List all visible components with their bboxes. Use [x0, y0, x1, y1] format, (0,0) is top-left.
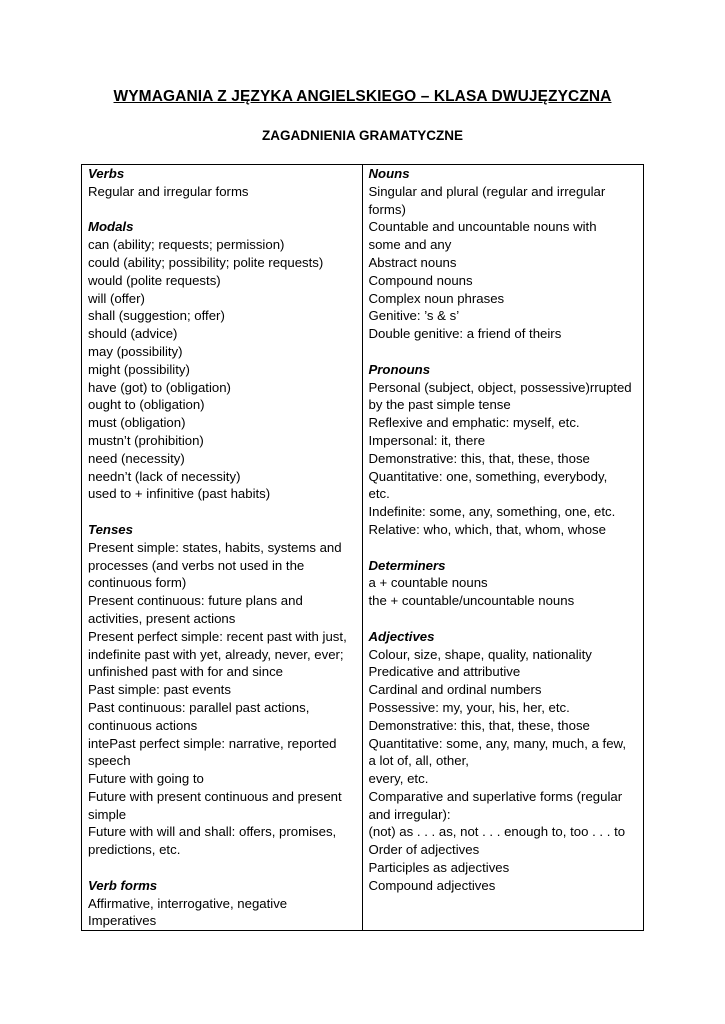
grammar-item: Quantitative: some, any, many, much, a few,: [368, 735, 627, 751]
section-heading-pronouns: Pronouns: [368, 361, 431, 377]
grammar-item: the + countable/uncountable nouns: [368, 593, 575, 609]
grammar-item: needn’t (lack of necessity): [88, 468, 241, 484]
section-heading-tenses: Tenses: [88, 521, 133, 537]
grammar-item: might (possibility): [88, 361, 190, 377]
grammar-item: Imperatives: [88, 913, 157, 929]
grammar-item: Personal (subject, object, possessive)rrupted: [368, 379, 632, 395]
grammar-item: Affirmative, interrogative, negative: [88, 895, 288, 911]
grammar-item: ought to (obligation): [88, 397, 205, 413]
grammar-item: Predicative and attributive: [368, 664, 521, 680]
grammar-item: processes (and verbs not used in the: [88, 557, 305, 573]
grammar-item: activities, present actions: [88, 610, 236, 626]
grammar-item: Singular and plural (regular and irregular: [368, 183, 606, 199]
grammar-item: Countable and uncountable nouns with: [368, 219, 597, 235]
grammar-item: used to + infinitive (past habits): [88, 486, 271, 502]
grammar-item: Cardinal and ordinal numbers: [368, 682, 542, 698]
section-spacer: [369, 539, 638, 557]
section-heading-verbs: Verbs: [88, 166, 125, 181]
grammar-item: can (ability; requests; permission): [88, 237, 285, 253]
grammar-item: must (obligation): [88, 415, 186, 431]
grammar-item: Past simple: past events: [88, 682, 231, 698]
right-column: [363, 165, 644, 930]
grammar-item: unfinished past with for and since: [88, 664, 283, 680]
grammar-item: Relative: who, which, that, whom, whose: [368, 521, 606, 537]
grammar-item: Demonstrative: this, that, these, those: [368, 717, 590, 733]
grammar-item: should (advice): [88, 326, 178, 342]
grammar-item: Comparative and superlative forms (regular: [368, 788, 623, 804]
grammar-item: Indefinite: some, any, something, one, etc.: [368, 504, 616, 520]
grammar-item: Abstract nouns: [368, 254, 457, 270]
grammar-item: a + countable nouns: [368, 575, 488, 591]
grammar-item: Demonstrative: this, that, these, those: [368, 450, 590, 466]
grammar-item: have (got) to (obligation): [88, 379, 231, 395]
grammar-item: and irregular):: [368, 806, 451, 822]
left-column: [82, 165, 363, 930]
section-spacer: [88, 503, 356, 521]
section-spacer: [88, 859, 356, 877]
grammar-item: Present continuous: future plans and: [88, 593, 303, 609]
section-heading-verb-forms: Verb forms: [88, 877, 158, 893]
grammar-item: Participles as adjectives: [368, 860, 510, 876]
grammar-item: a lot of, all, other,: [368, 753, 469, 769]
grammar-item: predictions, etc.: [88, 842, 181, 858]
grammar-item: may (possibility): [88, 343, 183, 359]
document-subtitle: ZAGADNIENIA GRAMATYCZNE: [262, 128, 463, 143]
section-spacer: [369, 343, 638, 361]
section-heading-modals: Modals: [88, 219, 134, 235]
grammar-item: mustn’t (prohibition): [88, 432, 204, 448]
grammar-item: Colour, size, shape, quality, nationality: [368, 646, 592, 662]
section-spacer: [369, 610, 638, 628]
grammar-item: etc.: [368, 486, 390, 502]
section-heading-determiners: Determiners: [368, 557, 446, 573]
grammar-item: Present perfect simple: recent past with just,: [88, 628, 347, 644]
grammar-item: by the past simple tense: [368, 397, 511, 413]
grammar-item: continuous actions: [88, 717, 198, 733]
section-spacer: [88, 201, 356, 219]
grammar-item: Compound nouns: [368, 272, 473, 288]
grammar-item: will (offer): [88, 290, 145, 306]
grammar-item: every, etc.: [368, 771, 429, 787]
grammar-item: Possessive: my, your, his, her, etc.: [368, 699, 570, 715]
grammar-item: Reflexive and emphatic: myself, etc.: [368, 415, 580, 431]
grammar-item: Double genitive: a friend of theirs: [368, 326, 562, 342]
grammar-item: would (polite requests): [88, 272, 221, 288]
grammar-item: (not) as . . . as, not . . . enough to, too . . . to: [368, 824, 626, 840]
grammar-item: indefinite past with yet, already, never, ever;: [88, 646, 344, 662]
grammar-item: speech: [88, 753, 131, 769]
grammar-item: could (ability; possibility; polite requests): [88, 254, 324, 270]
grammar-item: Order of adjectives: [368, 842, 480, 858]
grammar-table: [81, 164, 644, 931]
grammar-item: Future with will and shall: offers, promises,: [88, 824, 337, 840]
grammar-item: forms): [368, 201, 406, 217]
document-title: WYMAGANIA Z JĘZYKA ANGIELSKIEGO – KLASA DWUJĘZYCZNA: [113, 88, 612, 105]
grammar-item: need (necessity): [88, 450, 185, 466]
grammar-item: Present simple: states, habits, systems and: [88, 539, 342, 555]
grammar-item: Future with going to: [88, 771, 204, 787]
grammar-item: shall (suggestion; offer): [88, 308, 225, 324]
section-heading-nouns: Nouns: [368, 166, 410, 181]
grammar-item: Regular and irregular forms: [88, 183, 249, 199]
grammar-item: continuous form): [88, 575, 187, 591]
grammar-item: Genitive: ’s & s’: [368, 308, 460, 324]
grammar-item: Past continuous: parallel past actions,: [88, 699, 310, 715]
grammar-item: Compound adjectives: [368, 877, 496, 893]
grammar-item: Quantitative: one, something, everybody,: [368, 468, 608, 484]
section-heading-adjectives: Adjectives: [368, 628, 435, 644]
grammar-item: intePast perfect simple: narrative, reported: [88, 735, 337, 751]
grammar-item: simple: [88, 806, 127, 822]
grammar-item: Complex noun phrases: [368, 290, 505, 306]
grammar-item: some and any: [368, 237, 452, 253]
grammar-item: Future with present continuous and present: [88, 788, 342, 804]
grammar-item: Impersonal: it, there: [368, 432, 486, 448]
